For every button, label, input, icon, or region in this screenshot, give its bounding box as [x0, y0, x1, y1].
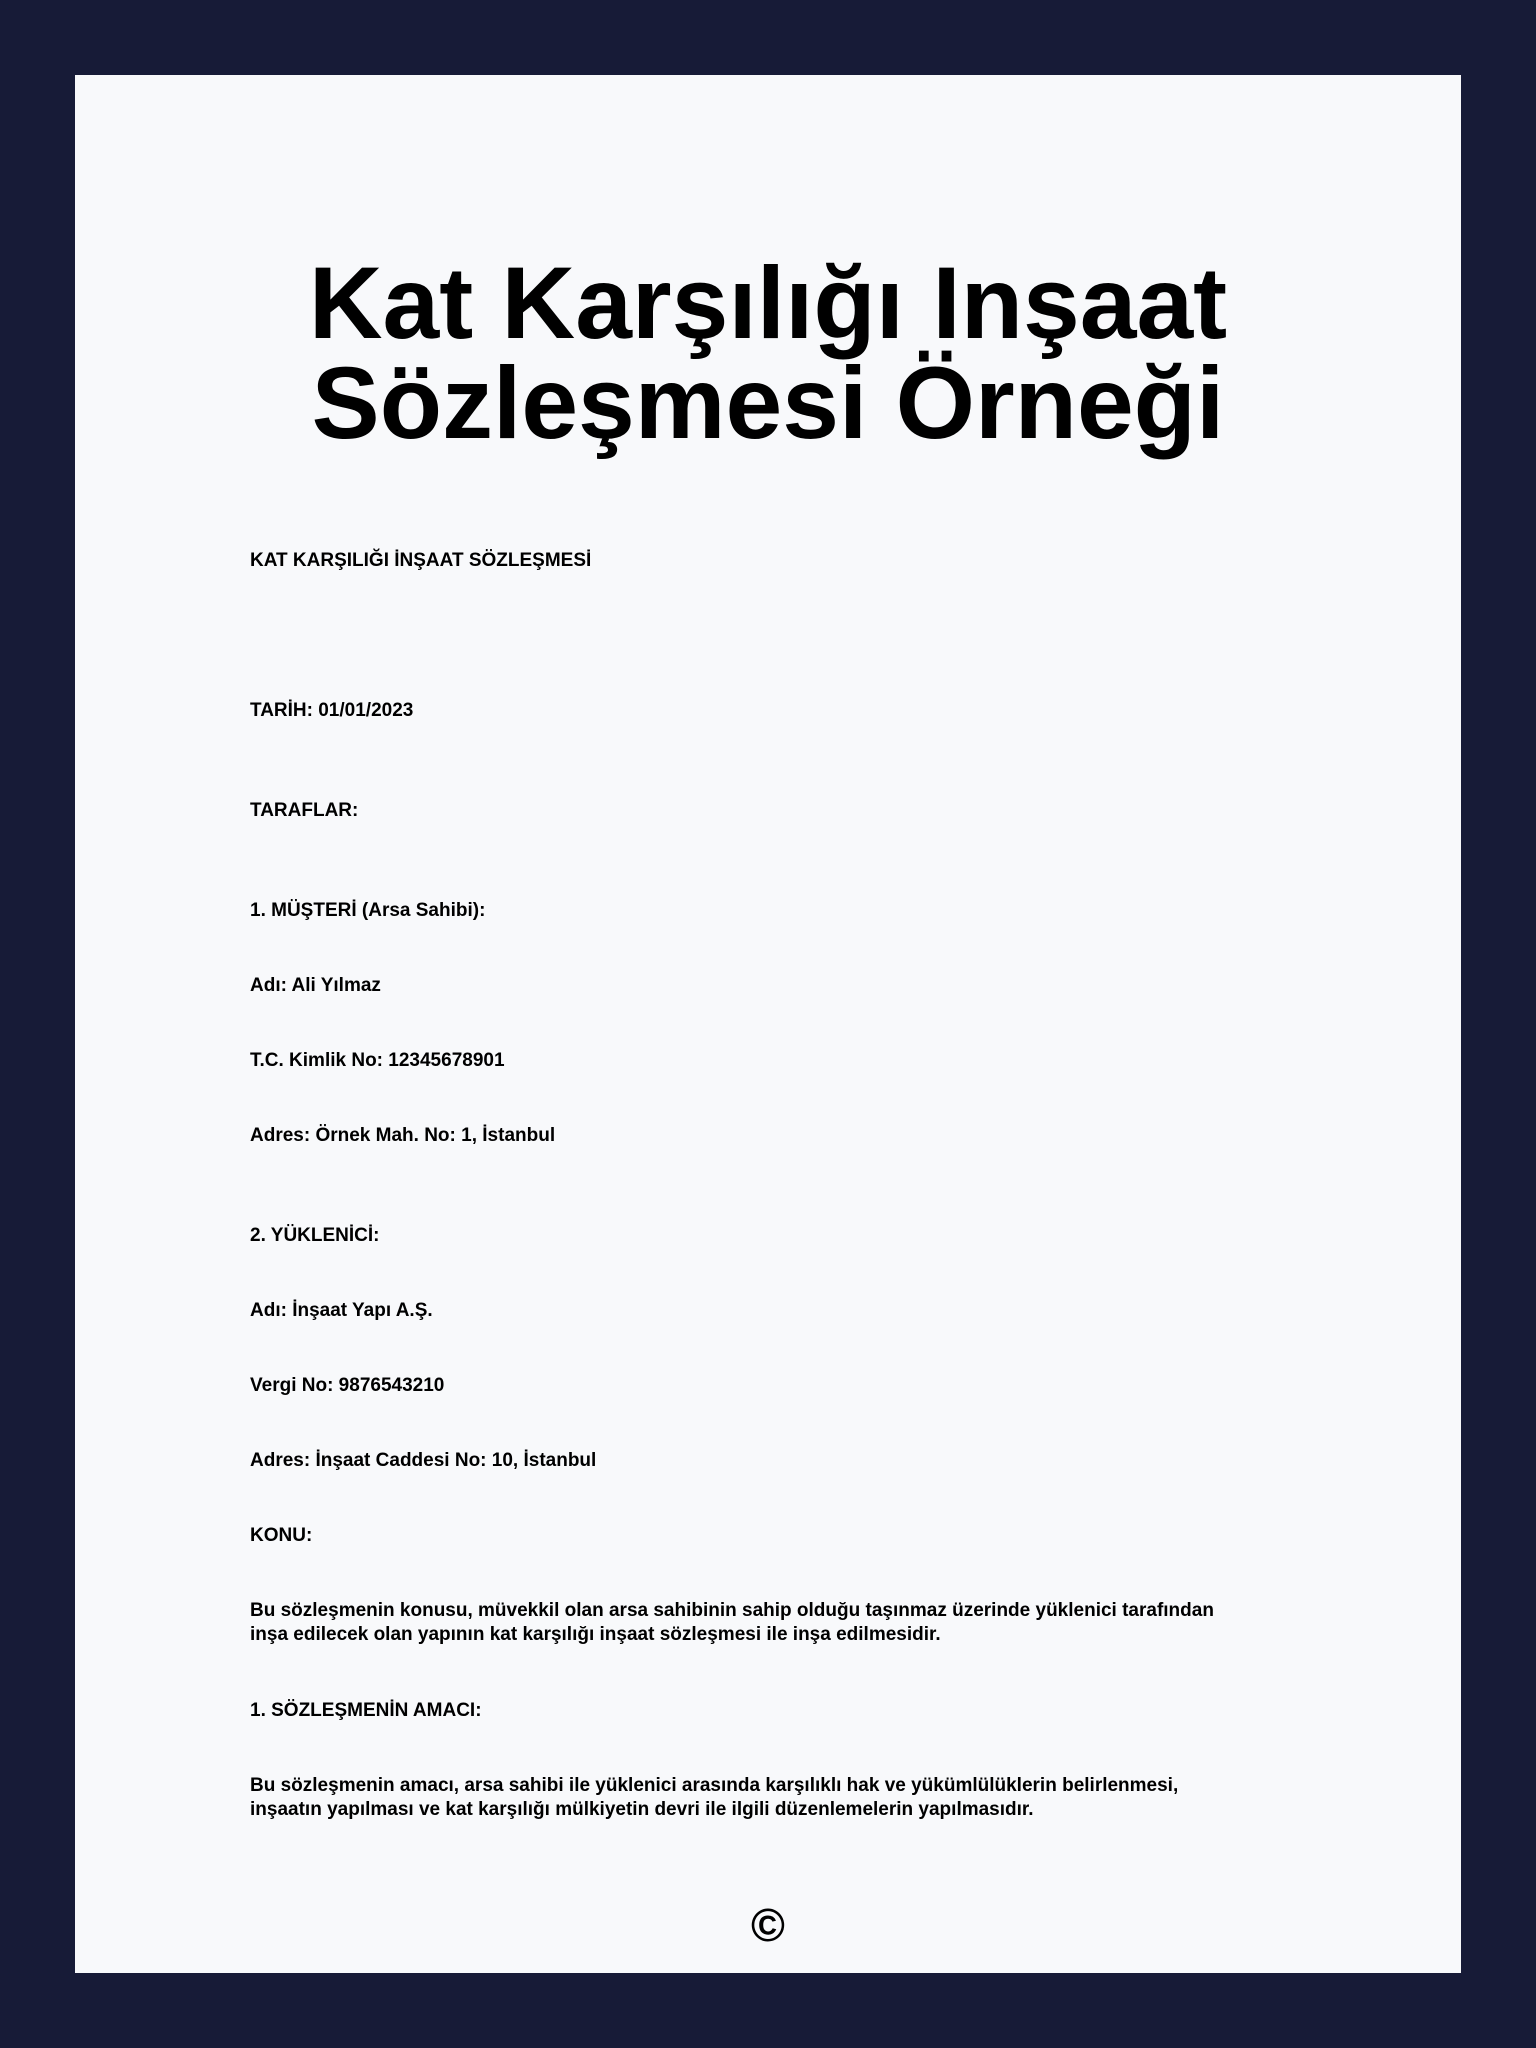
customer-name: Adı: Ali Yılmaz: [250, 975, 381, 996]
copyright-icon: ©: [751, 1899, 785, 1951]
document-page: [75, 75, 1461, 1973]
subject-text-line-2: inşa edilecek olan yapının kat karşılığı inşaat sözleşmesi ile inşa edilmesidir.: [250, 1624, 941, 1645]
contract-heading: KAT KARŞILIĞI İNŞAAT SÖZLEŞMESİ: [250, 550, 592, 571]
purpose-text-line-2: inşaatın yapılması ve kat karşılığı mülkiyetin devri ile ilgili düzenlemelerin yapılmasıdır.: [250, 1799, 1034, 1820]
purpose-text-line-1: Bu sözleşmenin amacı, arsa sahibi ile yüklenici arasında karşılıklı hak ve yükümlülüklerin belirlenmesi,: [250, 1775, 1179, 1796]
page-title: [75, 246, 1461, 460]
purpose-label: 1. SÖZLEŞMENİN AMACI:: [250, 1700, 482, 1721]
title-line-2: Sözleşmesi Örneği: [311, 346, 1225, 460]
subject-label: KONU:: [250, 1525, 313, 1546]
parties-label: TARAFLAR:: [250, 800, 359, 821]
contractor-address: Adres: İnşaat Caddesi No: 10, İstanbul: [250, 1450, 597, 1471]
contractor-name: Adı: İnşaat Yapı A.Ş.: [250, 1300, 433, 1321]
contractor-label: 2. YÜKLENİCİ:: [250, 1225, 380, 1246]
customer-id: T.C. Kimlik No: 12345678901: [250, 1050, 505, 1071]
contract-date: TARİH: 01/01/2023: [250, 700, 414, 721]
subject-text-line-1: Bu sözleşmenin konusu, müvekkil olan arsa sahibinin sahip olduğu taşınmaz üzerinde yüklenici tarafından: [250, 1600, 1214, 1621]
contractor-tax-number: Vergi No: 9876543210: [250, 1375, 445, 1396]
customer-label: 1. MÜŞTERİ (Arsa Sahibi):: [250, 900, 486, 921]
title-line-1: Kat Karşılığı Inşaat: [308, 246, 1228, 360]
customer-address: Adres: Örnek Mah. No: 1, İstanbul: [250, 1125, 556, 1146]
